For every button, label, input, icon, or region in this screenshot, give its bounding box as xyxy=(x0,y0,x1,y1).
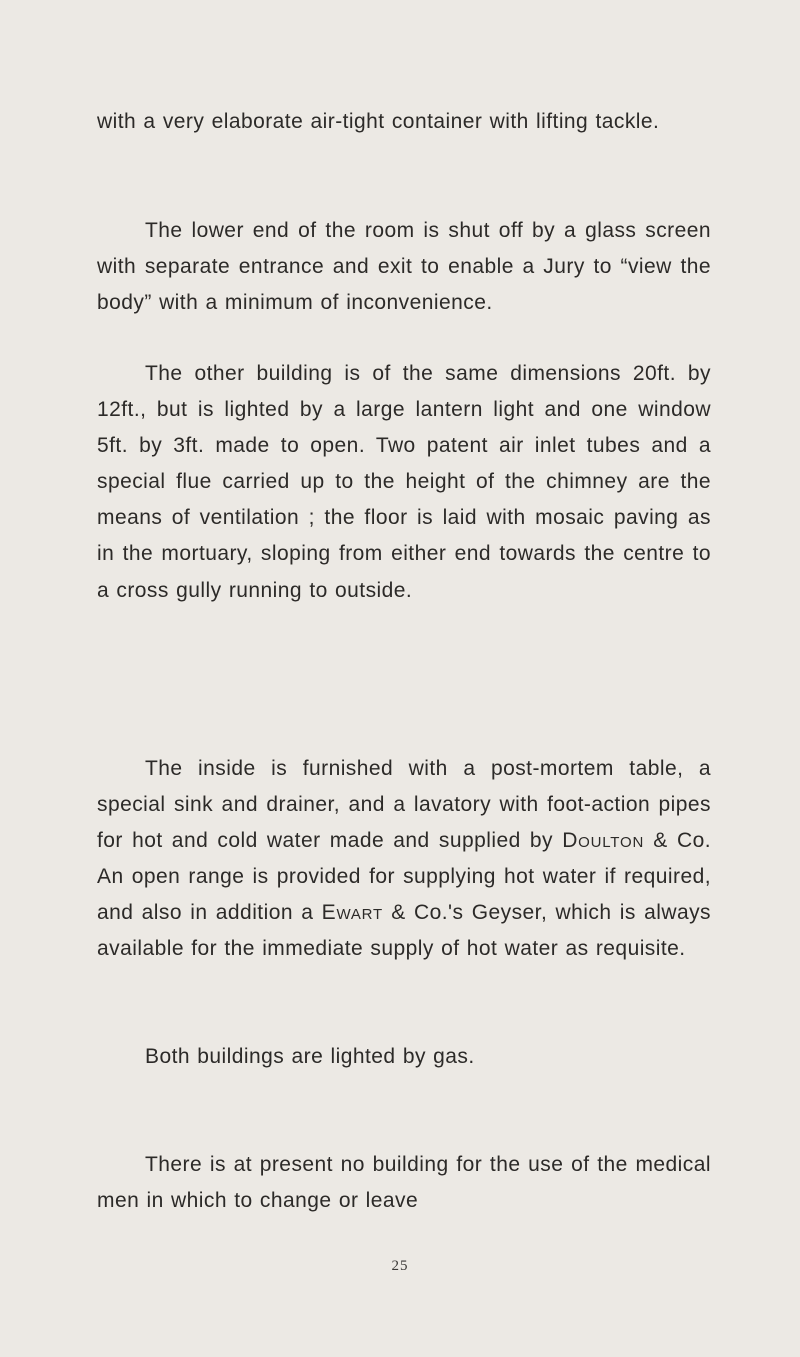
paragraph-continuation: with a very elaborate air-tight container with lifting tackle. xyxy=(97,110,660,133)
ewart-name: Ewart xyxy=(321,901,383,925)
paragraph-gas-lighting: Both buildings are lighted by gas. xyxy=(145,1045,475,1068)
furnishings-text-part-1: The inside is furnished with a post-mortem table, a special sink and drainer, and a lavatory with foot-action pipes for hot and cold water made and supplied by xyxy=(97,757,711,853)
page-number: 25 xyxy=(391,1258,409,1274)
paragraph-other-building: The other building is of the same dimensions 20ft. by 12ft., but is lighted by a large lantern light and one window 5ft. by 3ft. made to open. Two patent air inlet tubes and a special flue carried up to the height of the chimney are the means of ventilation ; the floor is laid with mosaic paving as in the mortuary, sloping from either end towards the centre to a cross gully running to outside. xyxy=(97,362,711,602)
doulton-name: Doulton xyxy=(562,829,645,853)
paragraph-furnishings xyxy=(97,751,711,968)
furnishings-text-part-2: & Co. An open range is provided for supplying hot water if required, and also in addition a xyxy=(97,829,711,925)
furnishings-text-part-3: & Co.'s Geyser, which is always available for the immediate supply of hot water as requisite. xyxy=(97,901,711,961)
paragraph-medical-men: There is at present no building for the use of the medical men in which to change or leave xyxy=(97,1153,711,1213)
paragraph-glass-screen: The lower end of the room is shut off by a glass screen with separate entrance and exit to enable a Jury to “view the body” with a minimum of inconvenience. xyxy=(97,219,711,315)
